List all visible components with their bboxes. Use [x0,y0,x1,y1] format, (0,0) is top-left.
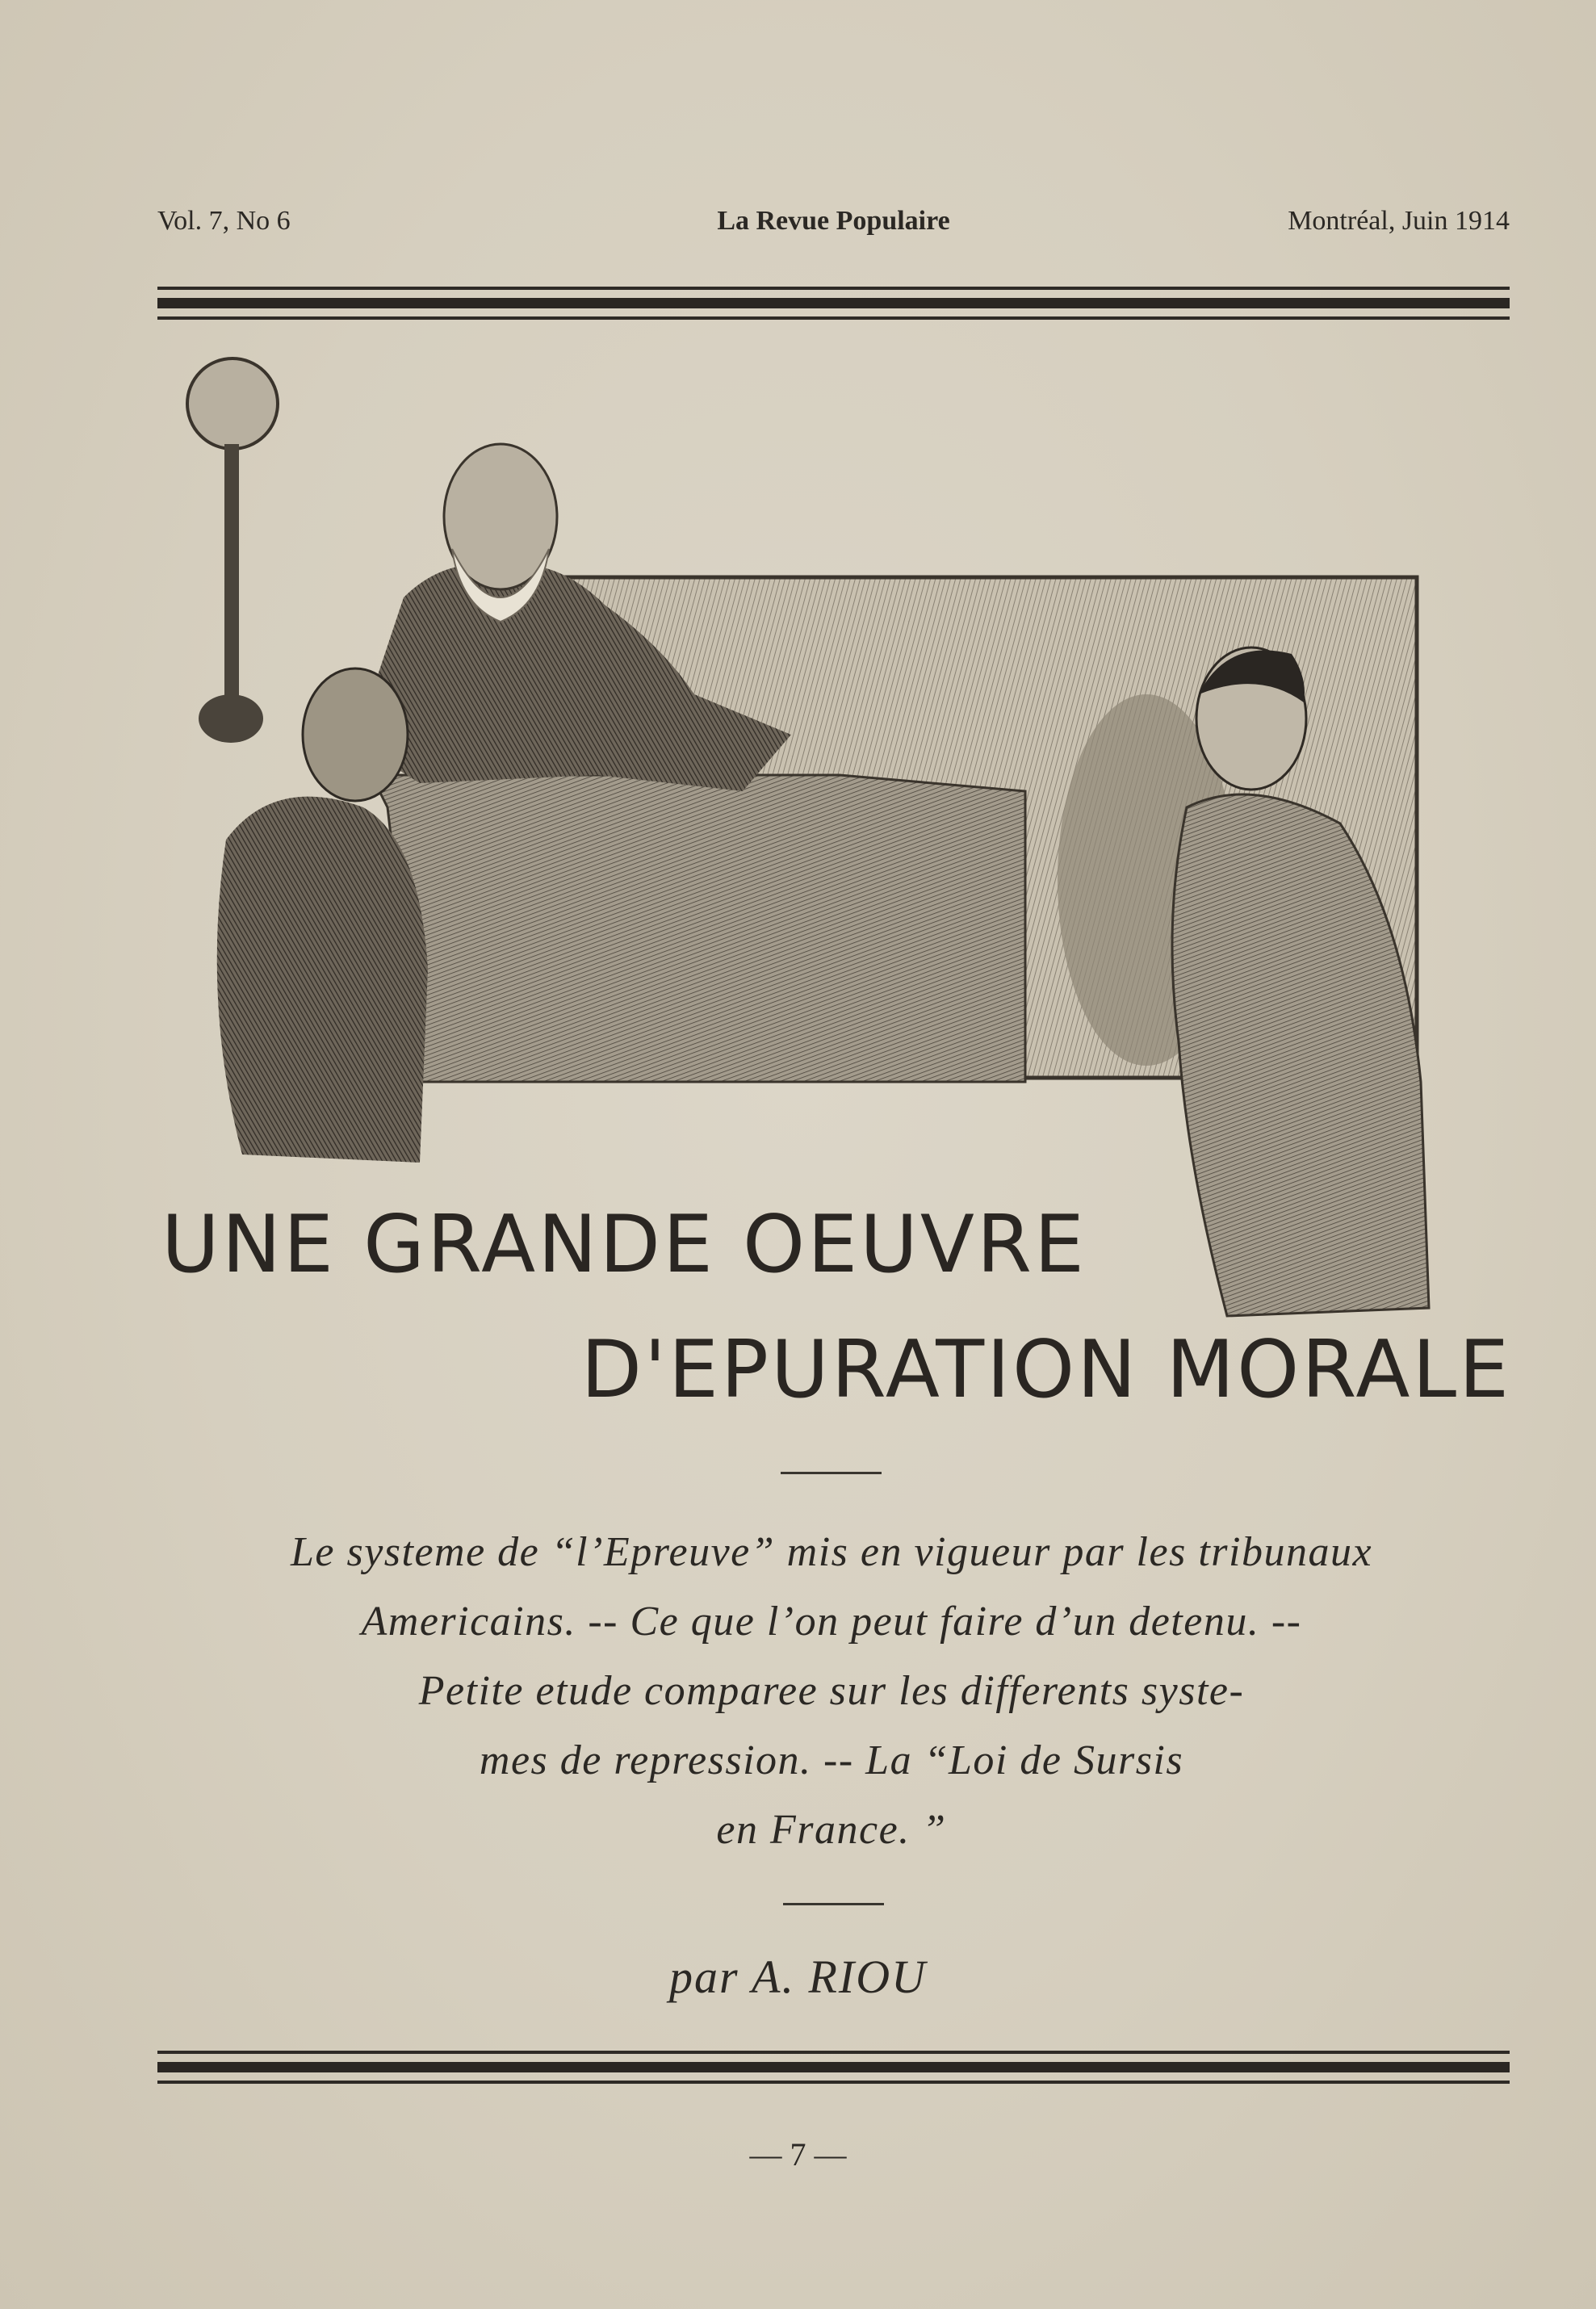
clerk-figure [217,797,428,1163]
title-line-2: D'EPURATION MORALE [580,1324,1511,1416]
courtroom-illustration [178,355,1518,1324]
divider-rule [781,1472,882,1474]
bottom-rule-group [157,2051,1510,2084]
subtitle [153,1518,1510,1865]
top-rule-group [157,287,1510,320]
subtitle-line: en France. ” [716,1807,947,1853]
magazine-name: La Revue Populaire [717,206,950,236]
divider-rule [783,1903,884,1905]
subtitle-line: mes de repression. -- La “Loi de Sursis [479,1737,1184,1783]
author-byline: par A. RIOU [669,1951,927,2003]
lamp-post [224,444,239,710]
volume-number: Vol. 7, No 6 [157,206,291,236]
page-number: — 7 — [749,2136,847,2173]
subtitle-line: Petite etude comparee sur les differents syste- [418,1668,1245,1714]
subtitle-line: Americains. -- Ce que l’on peut faire d’un detenu. -- [361,1599,1302,1645]
clerk-head [303,668,408,801]
issue-date: Montréal, Juin 1914 [1288,206,1510,236]
running-header [157,206,1510,246]
subtitle-line: Le systeme de “l’Epreuve” mis en vigueur par les tribunaux [290,1529,1373,1575]
judges-bench [371,775,1025,1082]
title-line-1: UNE GRANDE OEUVRE [161,1199,1087,1291]
lamp-globe [187,358,278,449]
